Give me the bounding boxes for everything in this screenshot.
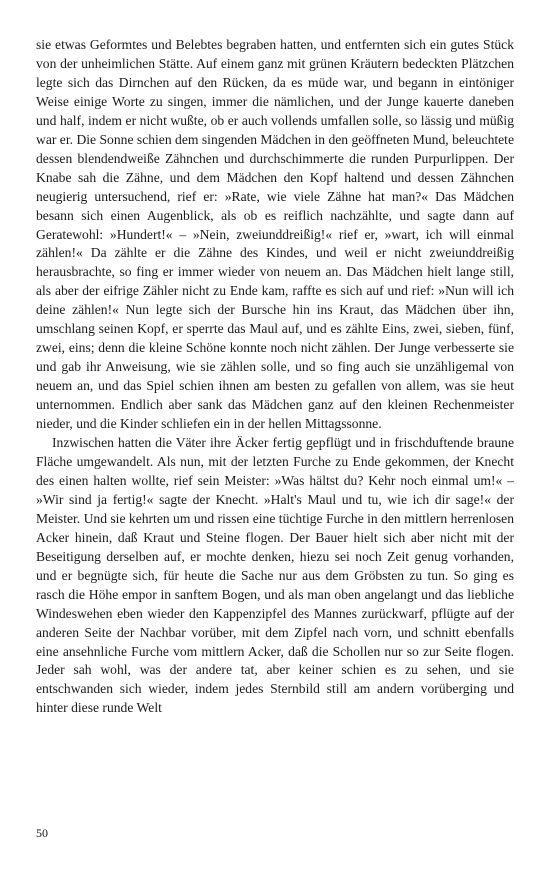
- paragraph-continued: sie etwas Geformtes und Belebtes begraben hatten, und entfernten sich ein gutes Stück von der unheimlichen Stätte. Auf einem ganz mit grünen Kräutern bedeckten Plätzchen legte sich das Dirnchen auf den Rücken, da es müde war, und begann in eintöniger Weise einige Worte zu singen, immer die nämlichen, und der Junge kauerte daneben und half, indem er nicht wußte, ob er auch vollends umfallen solle, so lässig und müßig war er. Die Sonne schien dem singenden Mädchen in den geöffneten Mund, beleuchtete dessen blendendweiße Zähnchen und durchschimmerte die runden Purpurlippen. Der Knabe sah die Zähne, und dem Mädchen den Kopf haltend und dessen Zähnchen neugierig untersuchend, rief er: »Rate, wie viele Zähne hat man?« Das Mädchen besann sich einen Augenblick, als ob es reiflich nachzählte, und sagte dann auf Geratewohl: »Hundert!« – »Nein, zweiunddreißig!« rief er, »wart, ich will einmal zählen!« Da zählte er die Zähne des Kindes, und weil er nicht zweiunddreißig herausbrachte, so fing er immer wieder von neuem an. Das Mädchen hielt lange still, als aber der eifrige Zähler nicht zu Ende kam, raffte es sich auf und rief: »Nun will ich deine zählen!« Nun legte sich der Bursche hin ins Kraut, das Mädchen über ihn, umschlang seinen Kopf, er sperrte das Maul auf, und es zählte Eins, zwei, sieben, fünf, zwei, eins; denn die kleine Schöne konnte noch nicht zählen. Der Junge verbesserte sie und gab ihr Anweisung, wie sie zählen solle, und so fing auch sie unzähligemal von neuem an, und das Spiel schien ihnen am besten zu gefallen von allem, was sie heut unternommen. Endlich aber sank das Mädchen ganz auf den kleinen Rechenmeister nieder, und die Kinder schliefen ein in der hellen Mittagssonne.: [36, 37, 514, 432]
- page-number: 50: [36, 826, 48, 840]
- paragraph-inzwischen: Inzwischen hatten die Väter ihre Äcker fertig gepflügt und in frischduftende braune Fläche umgewandelt. Als nun, mit der letzten Furche zu Ende gekommen, der Knecht des einen halten wollte, rief sein Meister: »Was hältst du? Kehr noch einmal um!« – »Wir sind ja fertig!« sagte der Knecht. »Halt's Maul und tu, wie ich dir sage!« der Meister. Und sie kehrten um und rissen eine tüchtige Furche in den mittlern herrenlosen Acker hinein, daß Kraut und Steine flogen. Der Bauer hielt sich aber nicht mit der Beseitigung derselben auf, er mochte denken, hiezu sei noch Zeit genug vorhanden, und er begnügte sich, für heute die Sache nur aus dem Gröbsten zu tun. So ging es rasch die Höhe empor in sanftem Bogen, und als man oben angelangt und das liebliche Windeswehen eben wieder den Kappenzipfel des Mannes zurückwarf, pflügte auf der anderen Seite der Nachbar vorüber, mit dem Zipfel nach vorn, und schnitt ebenfalls eine ansehnliche Furche vom mittlern Acker, daß die Schollen nur so zur Seite flogen. Jeder sah wohl, was der andere tat, aber keiner schien es zu sehen, und sie entschwanden sich wieder, indem jedes Sternbild still am andern vorüberging und hinter diese runde Welt: [36, 435, 514, 716]
- book-page: [36, 36, 514, 718]
- body-text: [36, 36, 514, 718]
